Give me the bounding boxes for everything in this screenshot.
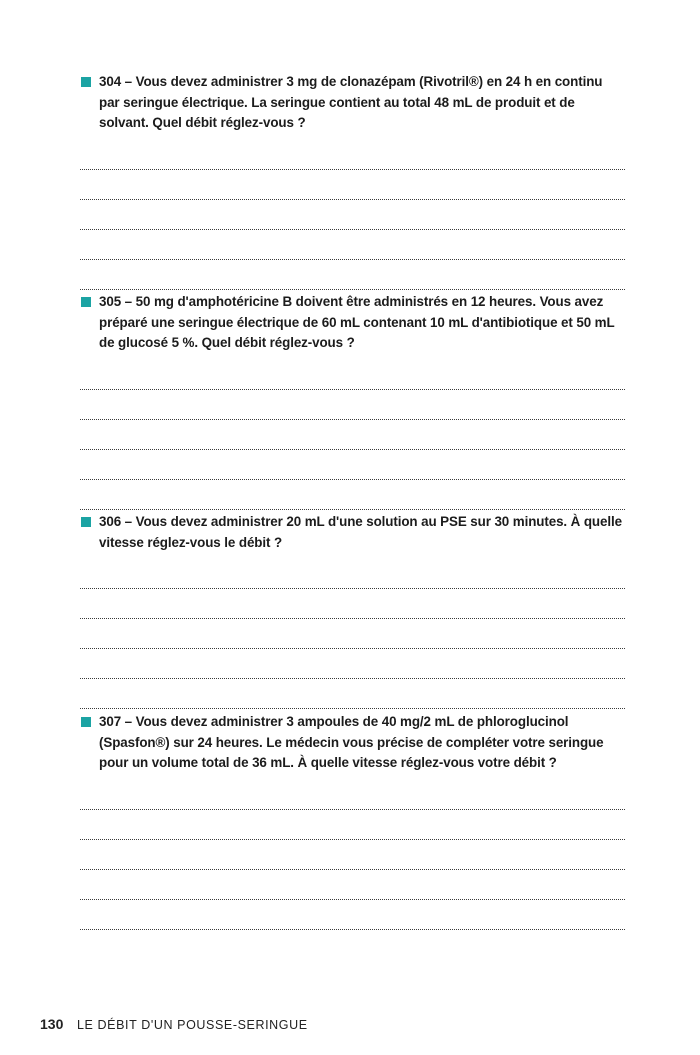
answer-line[interactable]: [80, 200, 625, 230]
square-bullet-icon: [81, 717, 91, 727]
question-307: [80, 712, 625, 930]
question-text: 306 – Vous devez administrer 20 mL d'une solution au PSE sur 30 minutes. À quelle vitesse réglez-vous le débit ?: [99, 514, 622, 550]
question-text-block: [80, 512, 625, 553]
answer-area[interactable]: [80, 780, 625, 930]
answer-area[interactable]: [80, 559, 625, 709]
answer-line[interactable]: [80, 619, 625, 649]
answer-line[interactable]: [80, 390, 625, 420]
answer-area[interactable]: [80, 140, 625, 290]
answer-line[interactable]: [80, 260, 625, 290]
question-304: [80, 72, 625, 290]
question-text: 305 – 50 mg d'amphotéricine B doivent être administrés en 12 heures. Vous avez préparé une seringue électrique de 60 mL contenant 10 mL d'antibiotique et 50 mL de glucosé 5 %. Quel débit réglez-vous ?: [99, 294, 615, 350]
answer-line[interactable]: [80, 559, 625, 589]
answer-area[interactable]: [80, 360, 625, 510]
question-text: 304 – Vous devez administrer 3 mg de clonazépam (Rivotril®) en 24 h en continu par seringue électrique. La seringue contient au total 48 mL de produit et de solvant. Quel débit réglez-vous ?: [99, 74, 603, 130]
page-footer: [40, 1016, 308, 1032]
answer-line[interactable]: [80, 420, 625, 450]
answer-line[interactable]: [80, 780, 625, 810]
square-bullet-icon: [81, 517, 91, 527]
answer-line[interactable]: [80, 450, 625, 480]
answer-line[interactable]: [80, 140, 625, 170]
question-text-block: [80, 292, 625, 354]
question-text-block: [80, 72, 625, 134]
question-text-block: [80, 712, 625, 774]
question-305: [80, 292, 625, 510]
answer-line[interactable]: [80, 679, 625, 709]
answer-line[interactable]: [80, 810, 625, 840]
square-bullet-icon: [81, 77, 91, 87]
answer-line[interactable]: [80, 840, 625, 870]
answer-line[interactable]: [80, 589, 625, 619]
page-number: 130: [40, 1016, 64, 1032]
answer-line[interactable]: [80, 649, 625, 679]
square-bullet-icon: [81, 297, 91, 307]
answer-line[interactable]: [80, 360, 625, 390]
running-title: LE DÉBIT D'UN POUSSE-SERINGUE: [76, 1018, 308, 1032]
answer-line[interactable]: [80, 230, 625, 260]
question-text: 307 – Vous devez administrer 3 ampoules de 40 mg/2 mL de phloroglucinol (Spasfon®) sur 24 heures. Le médecin vous précise de compléter votre seringue pour un volume total de 36 mL. À quelle vitesse réglez-vous votre débit ?: [99, 714, 604, 770]
answer-line[interactable]: [80, 480, 625, 510]
answer-line[interactable]: [80, 170, 625, 200]
answer-line[interactable]: [80, 870, 625, 900]
answer-line[interactable]: [80, 900, 625, 930]
question-306: [80, 512, 625, 709]
